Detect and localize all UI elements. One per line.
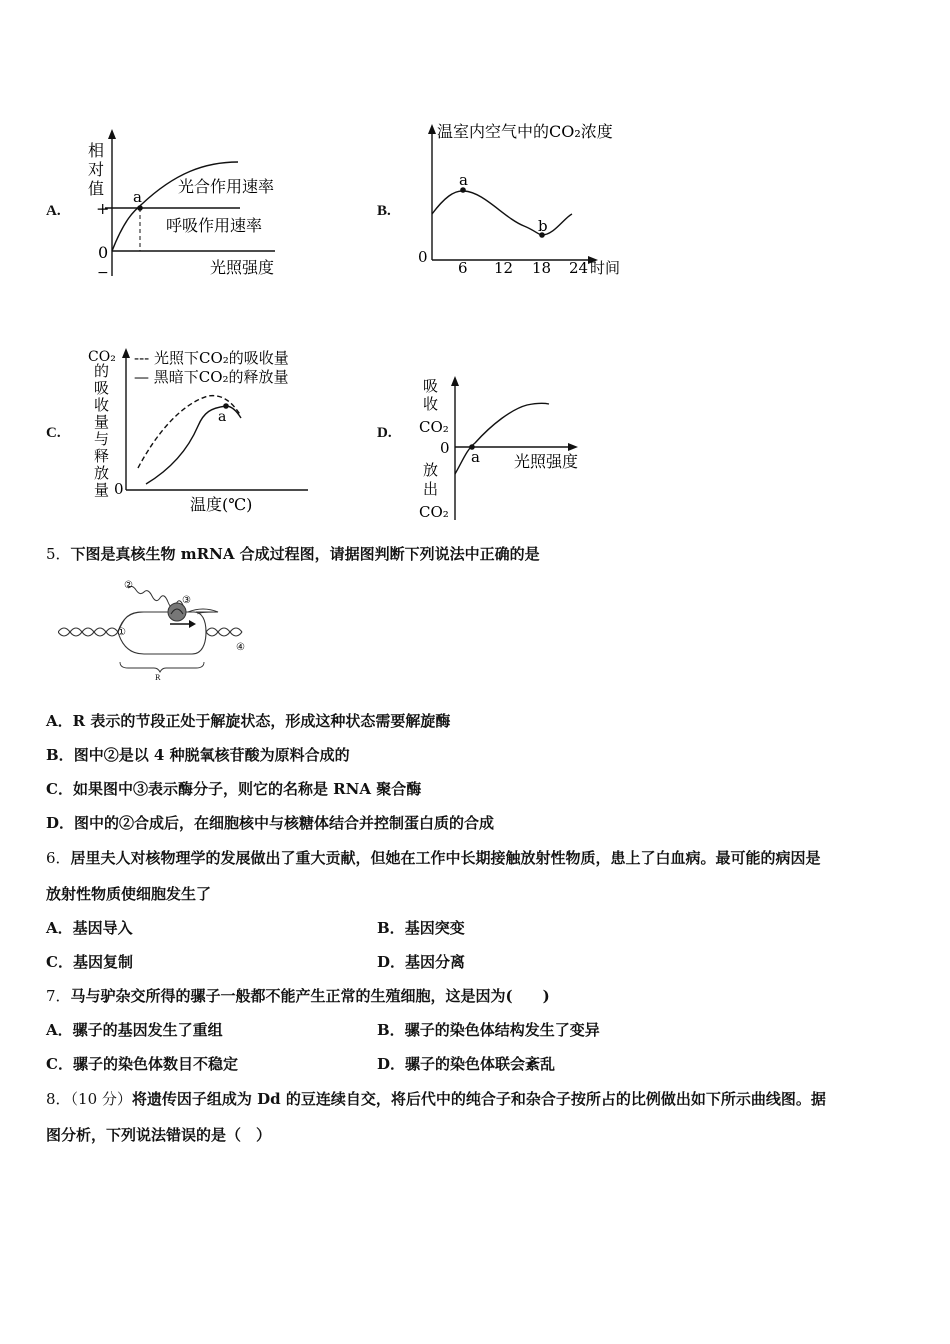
q6-option-a-key: A．: [46, 919, 73, 937]
q5-marker-2: ②: [124, 580, 133, 591]
option-b-label: B.: [377, 203, 391, 219]
figure-c-chart: [86, 344, 316, 519]
q7-option-a-key: A．: [46, 1021, 73, 1039]
figure-a-minus: −: [97, 265, 109, 278]
option-a-label: A.: [46, 203, 61, 219]
figure-b-tick-12: 12: [494, 259, 514, 277]
figure-a-curve1-label: 光合作用速率: [178, 177, 275, 196]
q6-stem-line2-text: 放射性物质使细胞发生了: [46, 885, 212, 903]
figure-b-point-a-label: a: [459, 171, 468, 189]
figure-c-legend-2: — 黑暗下CO₂的释放量: [134, 368, 289, 386]
q5-option-b-text: 图中②是以 4 种脱氧核苷酸为原料合成的: [73, 746, 350, 764]
q6-number: 6．: [46, 849, 71, 867]
q5-stem-text: 下图是真核生物 mRNA 合成过程图，请据图判断下列说法中正确的是: [70, 545, 540, 563]
q7-option-d-key: D．: [377, 1055, 406, 1073]
q5-bubble-right: [194, 612, 206, 632]
figure-c-zero: 0: [114, 480, 124, 498]
figure-b-point-b-label: b: [538, 217, 548, 235]
q5-option-a[interactable]: [46, 711, 450, 731]
q8-stem-line2: [46, 1125, 271, 1145]
q7-option-a-text: 骡子的基因发生了重组: [72, 1021, 223, 1039]
figure-c-xlabel: 温度(℃): [190, 495, 253, 514]
figure-a-ylabel-1: 相: [88, 141, 105, 160]
figure-c-ylabel-2: 的: [94, 362, 110, 380]
q8-stem-line1: [46, 1089, 826, 1109]
figure-a-point-label: a: [133, 188, 142, 206]
q5-marker-3: ③: [182, 595, 191, 606]
figure-d-ylabel-top-3: CO₂: [419, 418, 449, 436]
figure-d-zero: 0: [440, 439, 450, 457]
q6-option-d[interactable]: [377, 952, 465, 972]
q5-option-b-key: B．: [46, 746, 74, 764]
q6-option-c-key: C．: [46, 953, 73, 971]
q6-stem-line2: [46, 884, 211, 904]
q7-option-c[interactable]: [46, 1054, 238, 1074]
q7-option-b-key: B．: [377, 1021, 405, 1039]
option-c-label: C.: [46, 425, 61, 441]
figure-a-y-arrow: [108, 129, 116, 139]
q8-stem-line1-text: 将遗传因子组成为 Dd 的豆连续自交，将后代中的纯合子和杂合子按所占的比例做出如下所示曲线图。据: [131, 1090, 826, 1108]
q5-mrna-diagram: [58, 578, 258, 682]
q5-marker-1: ①: [117, 627, 126, 638]
q7-option-b-text: 骡子的染色体结构发生了变异: [404, 1021, 600, 1039]
figure-d-y-arrow: [451, 376, 459, 386]
figure-c-ylabel-4: 收: [94, 396, 110, 414]
figure-c-ylabel-6: 与: [94, 430, 110, 448]
q5-bubble-bottom: [118, 632, 206, 654]
figure-c-y-arrow: [122, 348, 130, 358]
figure-a-ylabel-2: 对: [88, 160, 105, 179]
q6-option-b-key: B．: [377, 919, 405, 937]
q5-marker-4: ④: [236, 642, 245, 653]
q5-option-c-key: C．: [46, 780, 73, 798]
figure-b-chart: [414, 118, 639, 280]
q6-option-b[interactable]: [377, 918, 465, 938]
figure-a-curve2-label: 呼吸作用速率: [166, 216, 263, 235]
figure-d-x-arrow: [568, 443, 578, 451]
q5-option-c[interactable]: [46, 779, 421, 799]
figure-a-xlabel: 光照强度: [210, 258, 275, 277]
q7-option-d-text: 骡子的染色体联会紊乱: [405, 1055, 556, 1073]
q6-option-d-key: D．: [377, 953, 406, 971]
figure-c-ylabel-7: 释: [94, 447, 110, 465]
q6-option-d-text: 基因分离: [405, 953, 466, 971]
q5-option-d-key: D．: [46, 814, 75, 832]
figure-b-tick-18: 18: [532, 259, 552, 277]
q7-option-a[interactable]: [46, 1020, 223, 1040]
q5-option-d[interactable]: [46, 813, 494, 833]
figure-c-ylabel-1: CO₂: [88, 349, 116, 365]
figure-d-ylabel-bottom-1: 放: [423, 461, 439, 479]
q6-stem-line1: [46, 848, 821, 868]
q5-right-helix-strand1: [206, 628, 242, 636]
q5-option-c-text: 如果图中③表示酶分子，则它的名称是 RNA 聚合酶: [72, 780, 422, 798]
q8-stem-line2-text: 图分析，下列说法错误的是（ ）: [46, 1126, 272, 1144]
q7-stem: [46, 986, 550, 1006]
figure-a-chart: [80, 128, 310, 278]
figure-b-y-arrow: [428, 124, 436, 134]
figure-a-plus: +: [96, 199, 110, 218]
q5-direction-arrowhead: [189, 620, 196, 628]
figure-c-point-label: a: [218, 409, 227, 425]
q5-r-bracket: [120, 662, 204, 672]
q7-option-c-text: 骡子的染色体数目不稳定: [72, 1055, 238, 1073]
q5-right-helix-strand2: [206, 628, 242, 636]
q6-option-c-text: 基因复制: [72, 953, 133, 971]
q5-option-d-text: 图中的②合成后，在细胞核中与核糖体结合并控制蛋白质的合成: [74, 814, 495, 832]
figure-d-ylabel-top-1: 吸: [423, 377, 439, 395]
q7-option-b[interactable]: [377, 1020, 600, 1040]
figure-c-ylabel-3: 吸: [94, 379, 110, 397]
figure-d-chart: [412, 374, 612, 522]
option-d-label: D.: [377, 425, 392, 441]
q5-number: 5．: [46, 545, 71, 563]
q7-option-c-key: C．: [46, 1055, 73, 1073]
q6-stem-line1-text: 居里夫人对核物理学的发展做出了重大贡献，但她在工作中长期接触放射性物质，患上了白血病。最可能的病因是: [70, 849, 821, 867]
q5-option-a-text: R 表示的节段正处于解旋状态，形成这种状态需要解旋酶: [72, 712, 451, 730]
figure-a-photosynthesis-curve: [112, 162, 238, 251]
q7-option-d[interactable]: [377, 1054, 555, 1074]
q6-option-a[interactable]: [46, 918, 133, 938]
figure-b-tick-24: 24: [569, 259, 589, 277]
figure-c-legend-1: --- 光照下CO₂的吸收量: [134, 349, 289, 367]
figure-a-zero: 0: [98, 243, 109, 262]
q7-stem-text: 马与驴杂交所得的骡子一般都不能产生正常的生殖细胞，这是因为( ): [70, 987, 550, 1005]
figure-d-ylabel-top-2: 收: [423, 395, 439, 413]
figure-c-dark-curve: [146, 406, 241, 484]
q5-stem: [46, 544, 540, 564]
q7-number: 7．: [46, 987, 71, 1005]
q8-number: 8．: [46, 1090, 71, 1108]
figure-d-xlabel: 光照强度: [514, 452, 579, 471]
figure-d-ylabel-bottom-3: CO₂: [419, 503, 449, 521]
figure-b-ylabel: 温室内空气中的CO₂浓度: [437, 122, 613, 141]
q5-option-b[interactable]: [46, 745, 350, 765]
figure-b-tick-6: 6: [458, 259, 468, 277]
figure-b-xlabel: 时间: [590, 259, 621, 277]
figure-a-point-a: [137, 205, 143, 211]
q8-score: （10 分）: [70, 1090, 132, 1108]
q6-option-b-text: 基因突变: [404, 919, 465, 937]
figure-c-ylabel-5: 量: [94, 413, 110, 431]
figure-b-zero: 0: [418, 248, 428, 266]
figure-d-ylabel-bottom-2: 出: [423, 480, 439, 498]
figure-d-point-label: a: [471, 448, 480, 466]
figure-c-ylabel-8: 放: [94, 464, 110, 482]
q5-marker-r: R: [155, 674, 161, 682]
figure-a-ylabel-3: 值: [88, 179, 105, 198]
q6-option-c[interactable]: [46, 952, 133, 972]
q6-option-a-text: 基因导入: [72, 919, 133, 937]
q5-option-a-key: A．: [46, 712, 73, 730]
figure-c-point-a: [223, 403, 229, 409]
figure-c-ylabel-9: 量: [94, 481, 110, 499]
figure-b-co2-curve: [432, 191, 572, 235]
